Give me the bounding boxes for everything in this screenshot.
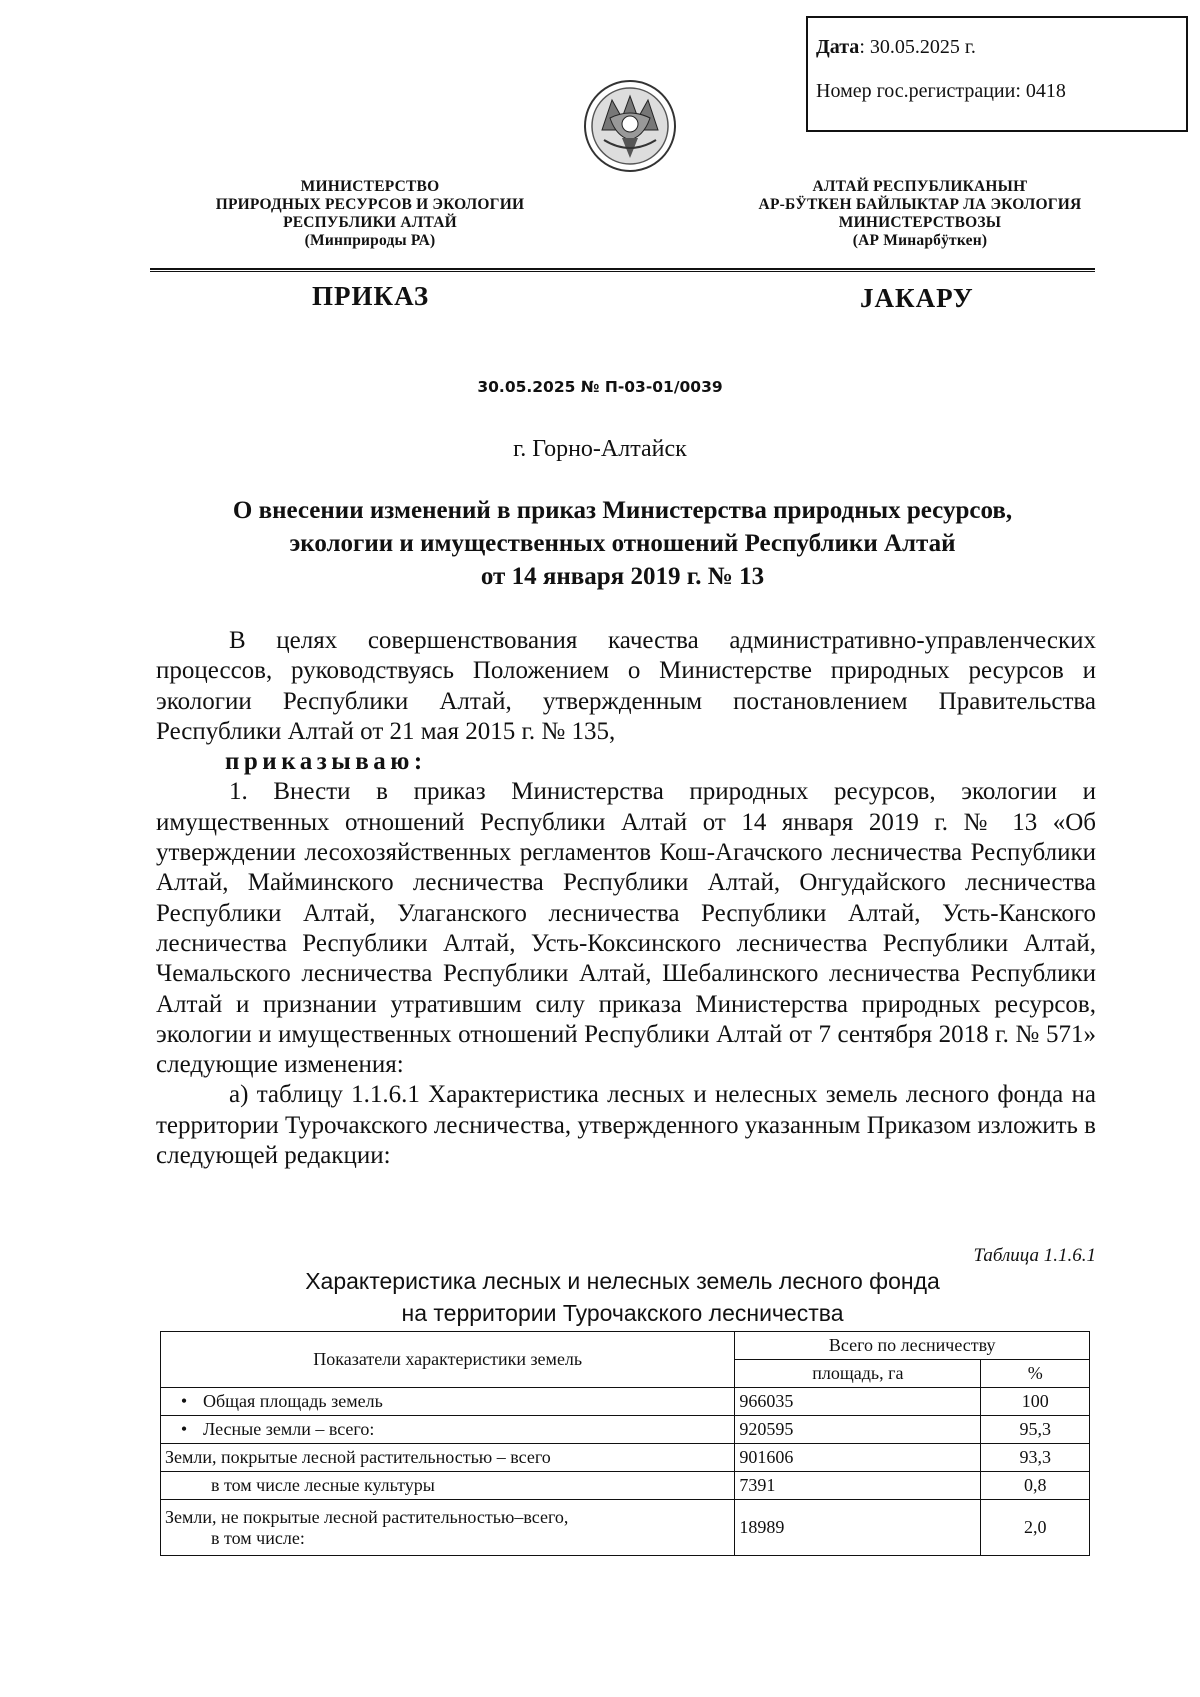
registration-date: Дата: 30.05.2025 г.: [816, 36, 976, 58]
document-number: 30.05.2025 № П-03-01/0039: [477, 378, 723, 396]
row-area: 966035: [735, 1388, 981, 1416]
table-caption-line-1: Характеристика лесных и нелесных земель лесного фонда: [305, 1268, 940, 1294]
row-name: в том числе лесные культуры: [161, 1472, 735, 1500]
header-percent: %: [981, 1360, 1090, 1388]
item-a-paragraph: а) таблицу 1.1.6.1 Характеристика лесных и нелесных земель лесного фонда на территории Турочакского лесничества, утвержденного указанным Приказом изложить в следующей редакции:: [156, 1081, 1096, 1170]
registration-number: Номер гос.регистрации: 0418: [816, 80, 1066, 102]
row-area: 18989: [735, 1500, 981, 1556]
table-row: [161, 1472, 1090, 1500]
document-city: г. Горно-Алтайск: [513, 436, 687, 462]
document-title: О внесении изменений в приказ Министерства природных ресурсов, экологии и имущественных отношений Республики Алтай от 14 января 2019 г. № 13: [232, 497, 1013, 590]
table-caption-line-2: на территории Турочакского лесничества: [401, 1300, 844, 1326]
document-body: [156, 626, 1096, 1171]
ministry-header-altai: АЛТАЙ РЕСПУБЛИКАНЫҤ АР-БӰТКЕН БАЙЛЫКТАР ЛА ЭКОЛОГИЯ МИНИСТЕРСТВОЗЫ (АР Минарбӱткен): [758, 178, 1082, 249]
row-name: • Общая площадь земель: [161, 1388, 735, 1416]
order-title-altai: JАКАРУ: [860, 283, 974, 313]
row-area: 920595: [735, 1416, 981, 1444]
table-row: [161, 1444, 1090, 1472]
item-1-paragraph: 1. Внести в приказ Министерства природных ресурсов, экологии и имущественных отношений Республики Алтай от 14 января 2019 г. № 13 «Об утверждении лесохозяйственных регламентов Кош-Агачского лесничества Республики Алтай, Майминского лесничества Республики Алтай, Онгудайского лесничества Республики Алтай, Улаганского лесничества Республики Алтай, Усть-Канского лесничества Республики Алтай, Усть-Коксинского лесничества Республики Алтай, Чемальского лесничества Республики Алтай, Шебалинского лесничества Республики Алтай и признании утратившим силу приказа Министерства природных ресурсов, экологии и имущественных отношений Республики Алтай от 7 сентября 2018 г. № 571» следующие изменения:: [156, 778, 1096, 1079]
row-name: • Лесные земли – всего:: [161, 1416, 735, 1444]
row-percent: 2,0: [981, 1500, 1090, 1556]
table-row: [161, 1416, 1090, 1444]
row-area: 901606: [735, 1444, 981, 1472]
bullet-icon: •: [180, 1419, 188, 1439]
row-percent: 100: [981, 1388, 1090, 1416]
row-percent: 95,3: [981, 1416, 1090, 1444]
header-area: площадь, га: [735, 1360, 981, 1388]
order-title-ru: ПРИКАЗ: [312, 281, 430, 311]
order-word: приказываю:: [225, 748, 427, 776]
row-name: Земли, покрытые лесной растительностью – всего: [161, 1444, 735, 1472]
ministry-header-ru: МИНИСТЕРСТВО ПРИРОДНЫХ РЕСУРСОВ И ЭКОЛОГИИ РЕСПУБЛИКИ АЛТАЙ (Минприроды РА): [215, 178, 525, 249]
row-percent: 0,8: [981, 1472, 1090, 1500]
bullet-icon: •: [180, 1391, 188, 1411]
header-indicators: Показатели характеристики земель: [161, 1332, 735, 1388]
coat-of-arms-icon: [582, 78, 678, 174]
preamble-paragraph: В целях совершенствования качества административно-управленческих процессов, руководствуясь Положением о Министерстве природных ресурсов и экологии Республики Алтай, утвержденным постановлением Правительства Республики Алтай от 21 мая 2015 г. № 135,: [156, 627, 1096, 745]
header-forestry-total: Всего по лесничеству: [735, 1332, 1090, 1360]
row-name: Земли, не покрытые лесной растительностью–всего, в том числе:: [161, 1500, 735, 1556]
table-header-row: [161, 1332, 1090, 1360]
land-characteristics-table: [160, 1331, 1090, 1556]
table-reference: Таблица 1.1.6.1: [973, 1245, 1096, 1266]
table-row: [161, 1500, 1090, 1556]
table-row: [161, 1388, 1090, 1416]
header-divider: [150, 268, 1095, 272]
row-percent: 93,3: [981, 1444, 1090, 1472]
registration-stamp: [806, 16, 1188, 132]
row-area: 7391: [735, 1472, 981, 1500]
